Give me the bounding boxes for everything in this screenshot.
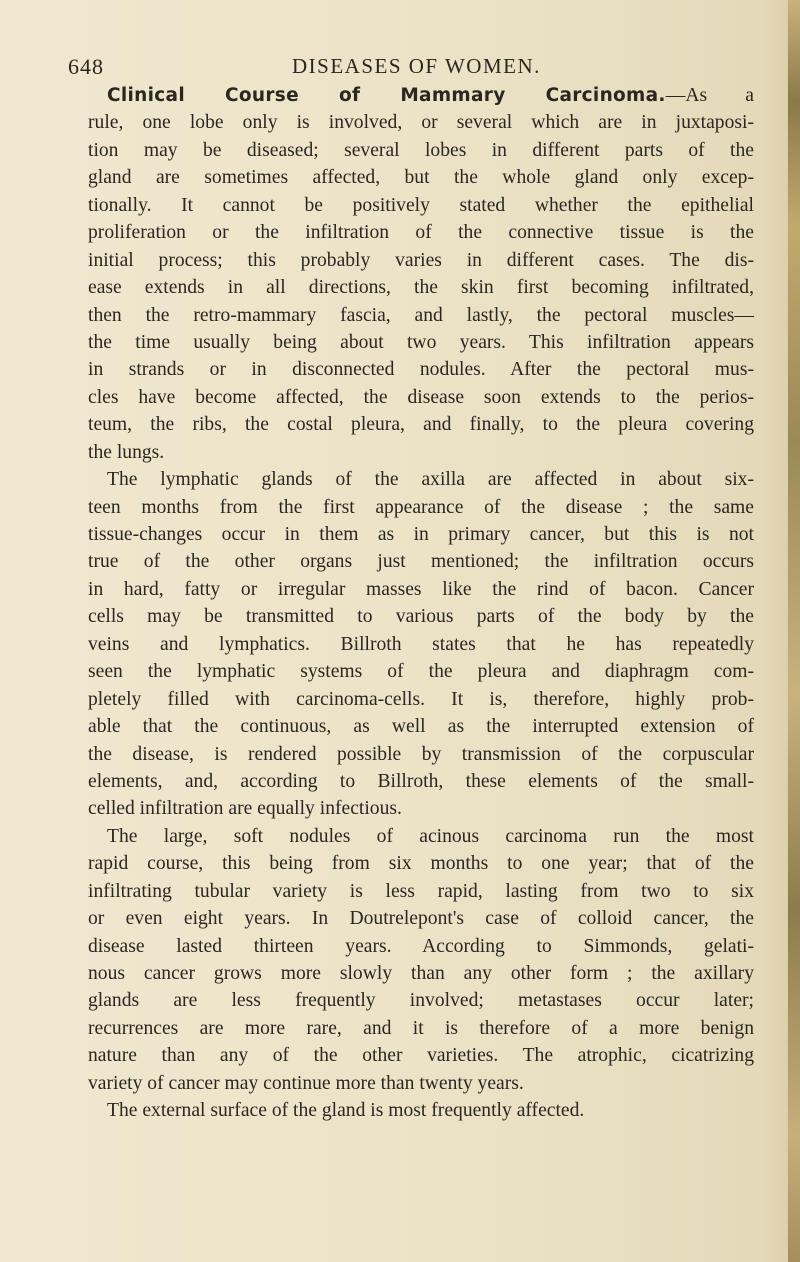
text-line: in hard, fatty or irregular masses like the rind of bacon. Cancer — [88, 578, 754, 600]
text-line — [88, 82, 754, 109]
text-line: variety of cancer may continue more than twenty years. — [88, 1072, 524, 1094]
text-line: gland are sometimes affected, but the whole gland only excep- — [88, 167, 754, 189]
text-line: pletely filled with carcinoma-cells. It is, therefore, highly prob- — [88, 688, 754, 710]
text-line: cles have become affected, the disease soon extends to the perios- — [88, 386, 754, 408]
text-line: proliferation or the infiltration of the connective tissue is the — [88, 222, 754, 244]
text-line: rule, one lobe only is involved, or several which are in juxtaposi- — [88, 112, 754, 134]
text-line: The lymphatic glands of the axilla are affected in about six- — [107, 469, 754, 491]
text-line: nature than any of the other varieties. The atrophic, cicatrizing — [88, 1045, 754, 1067]
text-line: glands are less frequently involved; metastases occur later; — [88, 990, 754, 1012]
text-line: elements, and, according to Billroth, these elements of the small- — [88, 770, 754, 792]
text-line: cells may be transmitted to various parts of the body by the — [88, 606, 754, 628]
text-line: the lungs. — [88, 441, 165, 463]
text-line: tissue-changes occur in them as in primary cancer, but this is not — [88, 524, 754, 545]
text-line: ease extends in all directions, the skin first becoming infiltrated, — [88, 277, 754, 299]
text-line: tionally. It cannot be positively stated whether the epithelial — [88, 194, 754, 216]
text-line: recurrences are more rare, and it is therefore of a more benign — [88, 1017, 754, 1039]
page-edge — [788, 0, 800, 1262]
page-number: 648 — [68, 54, 104, 79]
text-line: initial process; this probably varies in different cases. The dis- — [88, 249, 754, 271]
text-line: infiltrating tubular variety is less rapid, lasting from two to six — [88, 880, 754, 902]
text-line: veins and lymphatics. Billroth states that he has repeatedly — [88, 633, 754, 655]
text-line: in strands or in disconnected nodules. After the pectoral mus- — [88, 359, 754, 381]
running-title: DISEASES OF WOMEN. — [292, 54, 541, 78]
text-line: —As a — [665, 85, 754, 106]
text-line: then the retro-mammary fascia, and lastly, the pectoral muscles— — [88, 304, 754, 326]
text-line: The external surface of the gland is most frequently affected. — [107, 1100, 585, 1122]
body-text — [88, 82, 754, 1125]
text-line: true of the other organs just mentioned; the infiltration occurs — [88, 551, 754, 573]
text-line: The large, soft nodules of acinous carcinoma run the most — [107, 825, 754, 847]
running-head — [0, 54, 800, 84]
section-heading: Clinical Course of Mammary Carcinoma. — [107, 85, 666, 106]
text-line: disease lasted thirteen years. According to Simmonds, gelati- — [88, 935, 754, 957]
text-line: seen the lymphatic systems of the pleura and diaphragm com- — [88, 661, 754, 683]
text-line: teum, the ribs, the costal pleura, and finally, to the pleura covering — [88, 414, 754, 436]
text-line: the time usually being about two years. This infiltration appears — [88, 331, 754, 353]
text-line: the disease, is rendered possible by transmission of the corpuscular — [88, 743, 754, 765]
text-line: nous cancer grows more slowly than any other form ; the axillary — [88, 963, 754, 984]
text-line: rapid course, this being from six months to one year; that of the — [88, 853, 754, 875]
text-line: able that the continuous, as well as the interrupted extension of — [88, 716, 754, 738]
text-line: tion may be diseased; several lobes in different parts of the — [88, 139, 754, 161]
text-line: celled infiltration are equally infectious. — [88, 798, 402, 820]
text-line: or even eight years. In Doutrelepont's case of colloid cancer, the — [88, 908, 754, 930]
text-line: teen months from the first appearance of the disease ; the same — [88, 496, 754, 518]
